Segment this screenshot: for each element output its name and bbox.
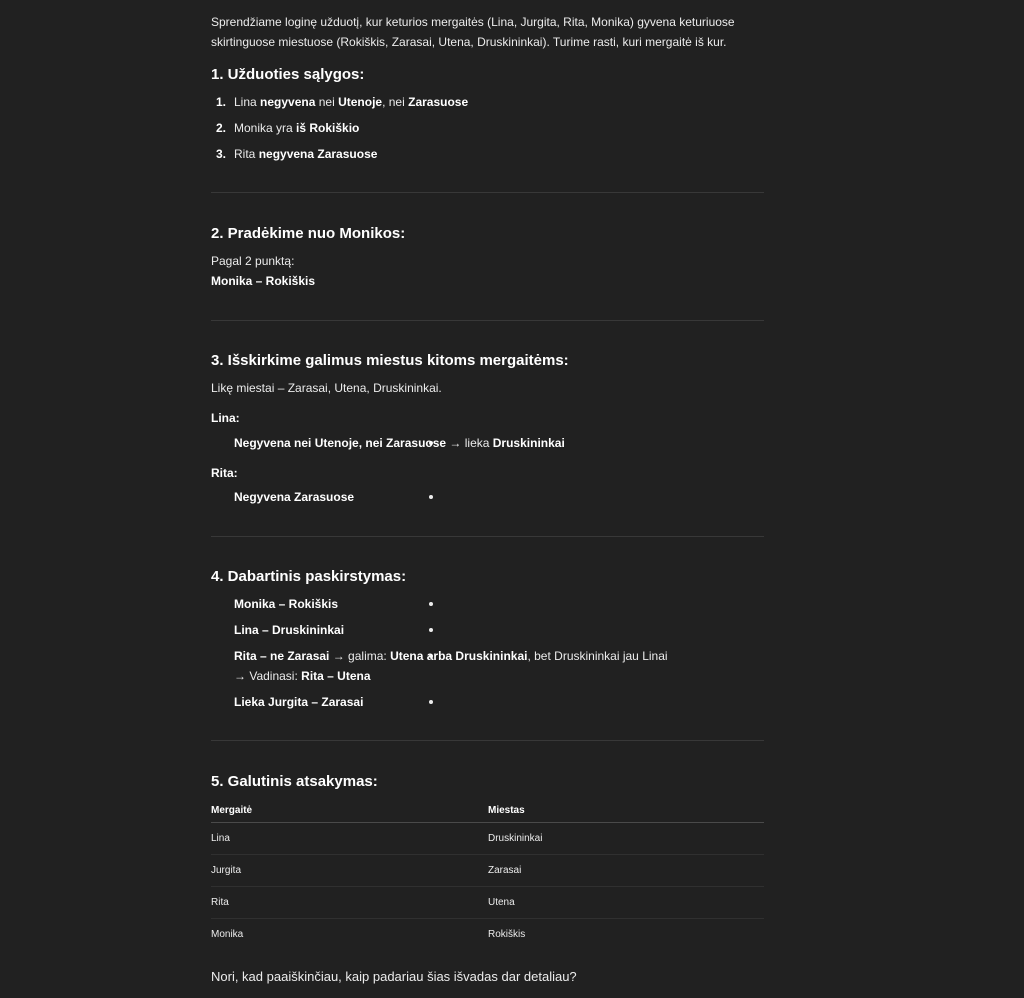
divider xyxy=(211,740,764,741)
list-item xyxy=(211,692,764,712)
table-cell: Rita xyxy=(211,887,488,919)
list-item-text: Lina – Druskininkai xyxy=(234,623,345,637)
table-cell: Utena xyxy=(488,887,764,919)
section-4-heading: 4. Dabartinis paskirstymas: xyxy=(211,568,407,585)
table-cell: Druskininkai xyxy=(488,823,764,855)
table-row xyxy=(211,919,764,951)
list-item xyxy=(211,433,764,453)
bullet xyxy=(429,628,433,632)
list-item-continuation: → Vadinasi: Rita – Utena xyxy=(234,669,371,683)
list-item-text: Lina negyvena nei Utenoje, nei Zarasuose xyxy=(234,95,469,109)
list-item-text: Negyvena nei Utenoje, nei Zarasuose → lieka Druskininkai xyxy=(234,436,565,450)
list-item xyxy=(211,594,764,614)
section-3-text: Likę miestai – Zarasai, Utena, Druskininkai. xyxy=(211,381,442,395)
list-item-text: Monika yra iš Rokiškio xyxy=(234,121,360,135)
list-item xyxy=(211,620,764,640)
section-2-heading: 2. Pradėkime nuo Monikos: xyxy=(211,225,406,242)
intro-line-1: Sprendžiame loginę užduotį, kur keturios mergaitės (Lina, Jurgita, Rita, Monika) gyvena keturiuose xyxy=(211,15,735,29)
section-1-heading: 1. Užduoties sąlygos: xyxy=(211,66,365,83)
list-item-text: Rita – ne Zarasai → galima: Utena arba Druskininkai, bet Druskininkai jau Linai xyxy=(234,649,668,663)
table-row xyxy=(211,887,764,919)
table-cell: Rokiškis xyxy=(488,928,526,940)
answer-table xyxy=(211,800,764,950)
table-row xyxy=(211,855,764,887)
list-item xyxy=(211,646,764,666)
section-2-result: Monika – Rokiškis xyxy=(211,274,316,288)
list-item-text: Rita negyvena Zarasuose xyxy=(234,147,378,161)
rita-label: Rita: xyxy=(211,466,238,480)
table-cell: Monika xyxy=(211,928,244,940)
list-item-text: Negyvena Zarasuose xyxy=(234,490,355,504)
divider xyxy=(211,320,764,321)
list-number: 3. xyxy=(216,147,227,161)
table-cell: Lina xyxy=(211,823,488,855)
divider xyxy=(211,536,764,537)
divider xyxy=(211,192,764,193)
bullet xyxy=(429,602,433,606)
list-number: 2. xyxy=(216,121,227,135)
section-3-heading: 3. Išskirkime galimus miestus kitoms mergaitėms: xyxy=(211,352,569,369)
table-row xyxy=(211,823,764,855)
column-header: Miestas xyxy=(488,800,764,823)
list-item-text: Monika – Rokiškis xyxy=(234,597,339,611)
bullet xyxy=(429,700,433,704)
table-header-row xyxy=(211,800,764,823)
list-number: 1. xyxy=(216,95,227,109)
lina-label: Lina: xyxy=(211,411,240,425)
column-header: Mergaitė xyxy=(211,800,488,823)
follow-up-question: Nori, kad paaiškinčiau, kaip padariau šias išvadas dar detaliau? xyxy=(211,969,577,984)
section-5-heading: 5. Galutinis atsakymas: xyxy=(211,773,378,790)
section-2-text: Pagal 2 punktą: xyxy=(211,254,295,268)
table-cell: Jurgita xyxy=(211,855,488,887)
table-cell: Zarasai xyxy=(488,855,764,887)
intro-line-2: skirtinguose miestuose (Rokiškis, Zarasai, Utena, Druskininkai). Turime rasti, kuri mergaitė iš kur. xyxy=(211,35,727,49)
bullet xyxy=(429,495,433,499)
list-item-text: Lieka Jurgita – Zarasai xyxy=(234,695,364,709)
list-item xyxy=(211,487,764,507)
